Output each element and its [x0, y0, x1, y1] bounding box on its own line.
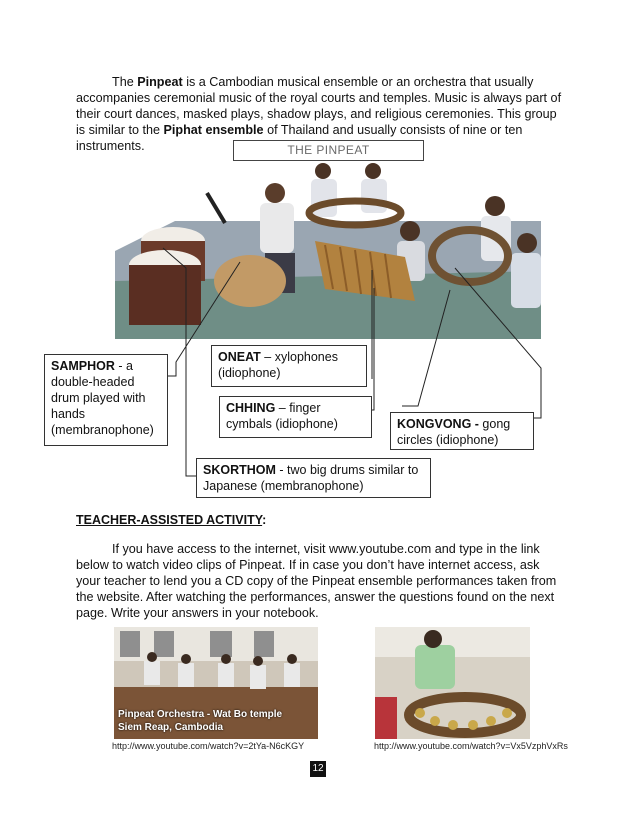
label-oneat	[211, 345, 367, 387]
activity-paragraph	[76, 541, 566, 621]
video-thumbnail-2[interactable]	[375, 627, 530, 739]
intro-text: of Thailand and usually consists of nine or ten instruments.	[76, 123, 523, 153]
label-chhing	[219, 396, 372, 438]
label-skorthom	[196, 458, 431, 498]
oneat-desc: – xylophones (idiophone)	[218, 350, 338, 380]
thumbnail-1-overlay: Pinpeat Orchestra - Wat Bo temple Siem Reap, Cambodia	[118, 709, 283, 733]
page-number: 12	[310, 761, 326, 777]
intro-text: The	[112, 75, 138, 89]
chhing-desc: – finger cymbals (idiophone)	[226, 401, 338, 431]
skorthom-desc: - two big drums similar to Japanese (membranophone)	[203, 463, 419, 493]
kongvong-name: KONGVONG -	[397, 417, 479, 431]
samphor-desc: - a double-headed drum played with hands (membranophone)	[51, 359, 154, 437]
video-link-1[interactable]: http://www.youtube.com/watch?v=2tYa-N6cKGY	[112, 741, 305, 751]
samphor-name: SAMPHOR	[51, 359, 115, 373]
video-link-2[interactable]: http://www.youtube.com/watch?v=Vx5VzphVxRs	[374, 741, 568, 751]
kongvong-desc: gong circles (idiophone)	[397, 417, 511, 447]
skorthom-name: SKORTHOM	[203, 463, 276, 477]
chhing-name: CHHING	[226, 401, 276, 415]
term-pinpeat: Pinpeat	[137, 75, 183, 89]
term-piphat: Piphat ensemble	[163, 123, 264, 137]
figure-title: THE PINPEAT	[233, 140, 424, 161]
label-kongvong	[390, 412, 534, 450]
label-samphor	[44, 354, 168, 446]
intro-text: is a Cambodian musical ensemble or an orchestra that usually accompanies ceremonial music of the royal courts and temples. Music is always part of their court dances, masked plays, shadow plays, and religious ceremonies. This group is similar to the	[76, 75, 562, 137]
activity-heading: TEACHER-ASSISTED ACTIVITY:	[76, 513, 267, 527]
oneat-name: ONEAT	[218, 350, 261, 364]
activity-text: If you have access to the internet, visit www.youtube.com and type in the link below to watch video clips of Pinpeat. If in case you don’t have internet access, ask your teacher to lend you a CD copy of the Pinpeat ensemble performances taken from the website. After watching the performances, answer the questions found on the next page. Write your answers in your notebook.	[76, 542, 557, 620]
